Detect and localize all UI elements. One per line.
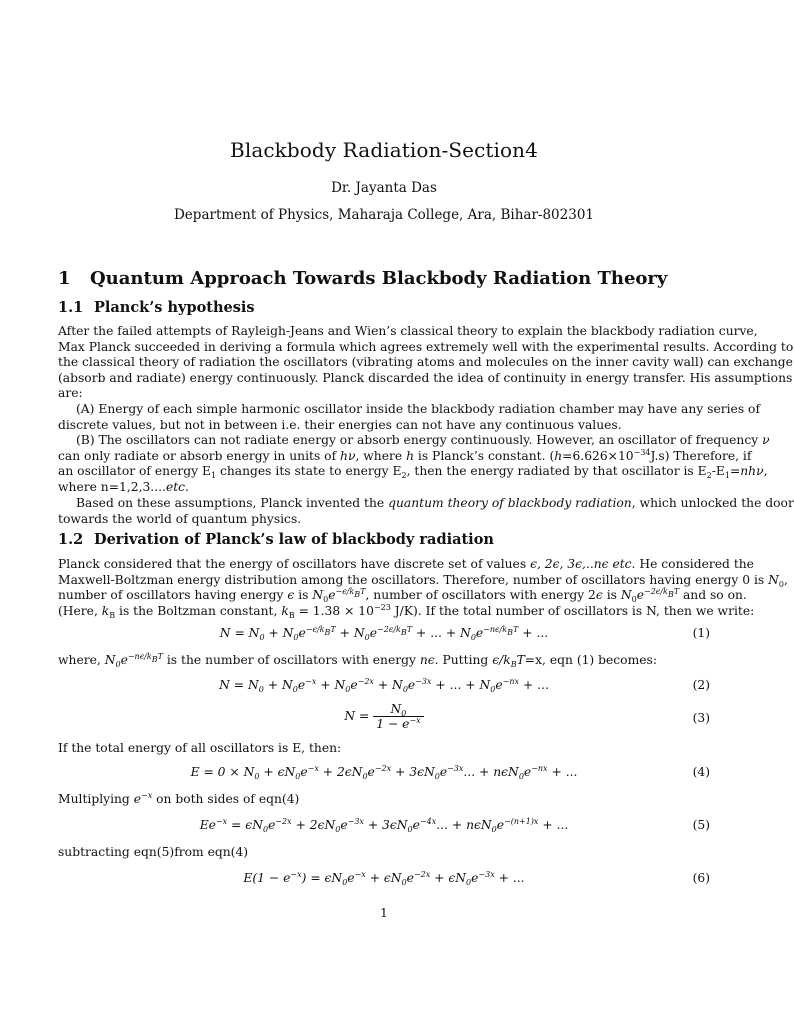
equation-4 xyxy=(58,765,710,785)
text-line: can only radiate or absorb energy in units of hν, where h is Planck’s constant. $(h=6.626\times 10^{-34}J.s)$ Therefore, if xyxy=(58,447,752,463)
subtract-line xyxy=(58,845,710,861)
text-line: where, $N_0e^{-n\epsilon/k_BT}$ is the number of oscillators with energy nϵ. Putting $\epsilon/k_BT=x$, eqn (1) becomes: xyxy=(58,652,657,669)
equation-3 xyxy=(58,702,710,738)
text-line: where n=1,2,3....etc. xyxy=(58,479,189,494)
equation-number: (4) xyxy=(692,765,710,779)
text-line: Maxwell-Boltzman energy distribution among the oscillators. Therefore, number of oscillators having energy 0 is $N_0$, xyxy=(58,572,788,589)
text-line: (Here, $k_B$ is the Boltzman constant, $k_B = 1.38 \times 10^{-23}$ J/K). If the total number of oscillators is N, then we write: xyxy=(58,602,755,620)
subsection-title: Derivation of Planck’s law of blackbody radiation xyxy=(94,531,494,548)
text-line: (A) Energy of each simple harmonic oscillator inside the blackbody radiation chamber may have any series of xyxy=(76,402,761,416)
text-line: (B) The oscillators can not radiate energy or absorb energy continuously. However, an oscillator of frequency ν xyxy=(76,433,770,447)
assumption-a-paragraph xyxy=(58,402,761,433)
subsection-heading-1-2 xyxy=(58,531,494,548)
paper-page xyxy=(58,0,794,1024)
equation-number: (3) xyxy=(692,711,710,725)
author: Dr. Jayanta Das xyxy=(331,180,437,196)
equation-number: (6) xyxy=(692,871,710,885)
conclusion-paragraph xyxy=(58,496,794,527)
page-number: 1 xyxy=(380,906,388,920)
affiliation: Department of Physics, Maharaja College, Ara, Bihar-802301 xyxy=(173,207,595,223)
multiply-line xyxy=(58,792,710,808)
equation-expression: $E(1 - e^{-x}) = \epsilon N_0e^{-x} + \epsilon N_0e^{-2x} + \epsilon N_0e^{-3x}$ + ... xyxy=(243,870,525,887)
text-line: the classical theory of radiation the oscillators (vibrating atoms and molecules on the inner cavity wall) can exchange xyxy=(58,355,793,370)
equation-expression: $N = N_0 + N_0e^{-x} + N_0e^{-2x} + N_0e^{-3x}$ + ... + $N_0e^{-nx}$ + ... xyxy=(219,677,549,694)
equation-expression: $Ee^{-x} = \epsilon N_0e^{-2x} + 2\epsilon N_0e^{-3x} + 3\epsilon N_0e^{-4x}$... + $n\epsilon N_0e^{-(n+1)x}$ + ... xyxy=(199,817,569,834)
subsection-number: 1.1 xyxy=(58,299,84,316)
text-line: are: xyxy=(58,386,83,401)
subsection-title: Planck’s hypothesis xyxy=(94,299,255,316)
equation-2 xyxy=(58,678,710,698)
derivation-paragraph xyxy=(58,557,788,620)
text-line: Planck considered that the energy of oscillators have discrete set of values ϵ, 2ϵ, 3ϵ,..nϵ etc. He considered the xyxy=(58,557,754,571)
subsection-heading-1-1 xyxy=(58,299,255,316)
paper-title: Blackbody Radiation-Section4 xyxy=(230,138,538,162)
where-line xyxy=(58,653,710,669)
section-heading-1 xyxy=(58,268,667,289)
equation-number: (5) xyxy=(692,818,710,832)
text-line: Based on these assumptions, Planck invented the quantum theory of blackbody radiation, which unlocked the door xyxy=(76,496,794,510)
text-line: an oscillator of energy $E_1$ changes its state to energy $E_2$, then the energy radiated by that oscillator is $E_2-E_1=nh\nu$, xyxy=(58,464,768,481)
equation-expression: N = $\frac{N_0}{1 - e^{-x}}$ xyxy=(58,702,710,731)
equation-5 xyxy=(58,818,710,838)
text-line: number of oscillators having energy ϵ is $N_0e^{-\epsilon/k_BT}$, number of oscillators with energy 2ϵ is $N_0e^{-2\epsilon/k_BT}$ and so on. xyxy=(58,587,747,605)
equation-number: (2) xyxy=(692,678,710,692)
equation-6 xyxy=(58,871,710,891)
section-title: Quantum Approach Towards Blackbody Radiation Theory xyxy=(90,268,668,289)
equation-number: (1) xyxy=(692,626,710,640)
text-line: subtracting eqn(5)from eqn(4) xyxy=(58,845,249,859)
total-energy-line xyxy=(58,741,710,757)
text-line: If the total energy of all oscillators is E, then: xyxy=(58,741,342,755)
text-line: towards the world of quantum physics. xyxy=(58,511,302,526)
equation-expression: $N = N_0 + N_0e^{-\epsilon/k_BT} + N_0e^{-2\epsilon/k_BT}$ + ... + $N_0e^{-n\epsilon/k_BT}$ + ... xyxy=(219,625,549,642)
text-line: discrete values, but not in between i.e. their energies can not have any continuous values. xyxy=(58,417,622,432)
section-number: 1 xyxy=(58,268,71,289)
text-line: (absorb and radiate) energy continuously. Planck discarded the idea of continuity in energy transfer. His assumptions xyxy=(58,370,793,385)
text-line: Max Planck succeeded in deriving a formula which agrees extremely well with the experimental results. According to xyxy=(58,339,794,354)
subsection-number: 1.2 xyxy=(58,531,84,548)
text-line: Multiplying $e^{-x}$ on both sides of eqn(4) xyxy=(58,791,300,806)
equation-1 xyxy=(58,626,710,646)
text-line: After the failed attempts of Rayleigh-Jeans and Wien’s classical theory to explain the blackbody radiation curve, xyxy=(58,324,758,338)
assumption-b-paragraph xyxy=(58,433,770,495)
equation-expression: $E = 0 \times N_0 + \epsilon N_0e^{-x} + 2\epsilon N_0e^{-2x} + 3\epsilon N_0e^{-3x}$... + $n\epsilon N_0e^{-nx}$ + ... xyxy=(190,764,578,781)
intro-paragraph xyxy=(58,324,794,402)
fraction: $\frac{N_0}{1 - e^{-x}}$ xyxy=(373,702,423,731)
